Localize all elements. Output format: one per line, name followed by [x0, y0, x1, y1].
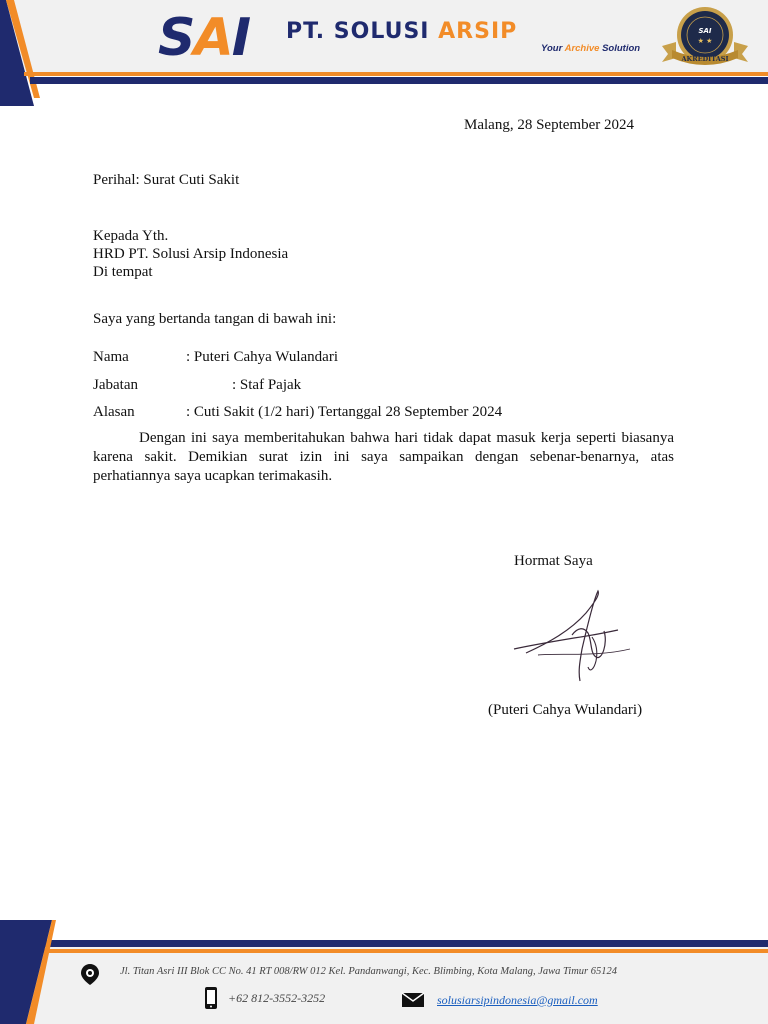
company-logo: SAI [158, 8, 250, 68]
field-value-reason: : Cuti Sakit (1/2 hari) Tertanggal 28 September 2024 [186, 404, 503, 420]
header-orange-rule [24, 72, 768, 76]
handwritten-signature [508, 583, 632, 689]
field-value-position: : Staf Pajak [232, 377, 302, 393]
location-pin-icon [78, 962, 102, 986]
header-navy-rule [30, 77, 768, 84]
company-name: PT. SOLUSI ARSIP [286, 19, 518, 44]
field-label-name: Nama [93, 349, 129, 365]
company-tagline: Your Archive Solution [541, 43, 641, 54]
letter-intro: Saya yang bertanda tangan di bawah ini: [93, 311, 337, 327]
svg-text:SAI: SAI [698, 27, 712, 35]
svg-text:AKREDITASI: AKREDITASI [681, 55, 729, 63]
footer-navy-rule [40, 940, 768, 947]
letter-body-paragraph: Dengan ini saya memberitahukan bahwa hari tidak dapat masuk kerja seperti biasanya karena sakit. Demikian surat izin ini saya sampaikan dengan sebenar-benarnya, atas perhatiannya saya ucapkan terimakasih. [93, 430, 674, 484]
svg-text:★ ★: ★ ★ [697, 37, 713, 45]
recipient-line-2: HRD PT. Solusi Arsip Indonesia [93, 246, 289, 262]
accreditation-seal-icon [660, 6, 750, 68]
company-email-link[interactable]: solusiarsipindonesia@gmail.com [437, 993, 598, 1007]
place-and-date: Malang, 28 September 2024 [464, 117, 634, 133]
footer-background [0, 946, 768, 1024]
recipient-line-1: Kepada Yth. [93, 228, 169, 244]
closing-salutation: Hormat Saya [514, 553, 593, 569]
phone-icon [199, 986, 223, 1010]
recipient-line-3: Di tempat [93, 264, 153, 280]
letterhead-corner-decoration [0, 0, 40, 106]
footer-corner-decoration [0, 920, 56, 1024]
company-address: Jl. Titan Asri III Blok CC No. 41 RT 008/RW 012 Kel. Pandanwangi, Kec. Blimbing, Kota Malang, Jawa Timur 65124 [120, 966, 618, 977]
field-label-reason: Alasan [93, 404, 135, 420]
footer-orange-rule [40, 949, 768, 953]
letter-subject: Perihal: Surat Cuti Sakit [93, 172, 240, 188]
company-phone: +62 812-3552-3252 [228, 991, 326, 1005]
envelope-icon [401, 988, 425, 1012]
field-label-position: Jabatan [93, 377, 138, 393]
signatory-name: (Puteri Cahya Wulandari) [488, 702, 643, 718]
field-value-name: : Puteri Cahya Wulandari [186, 349, 338, 365]
